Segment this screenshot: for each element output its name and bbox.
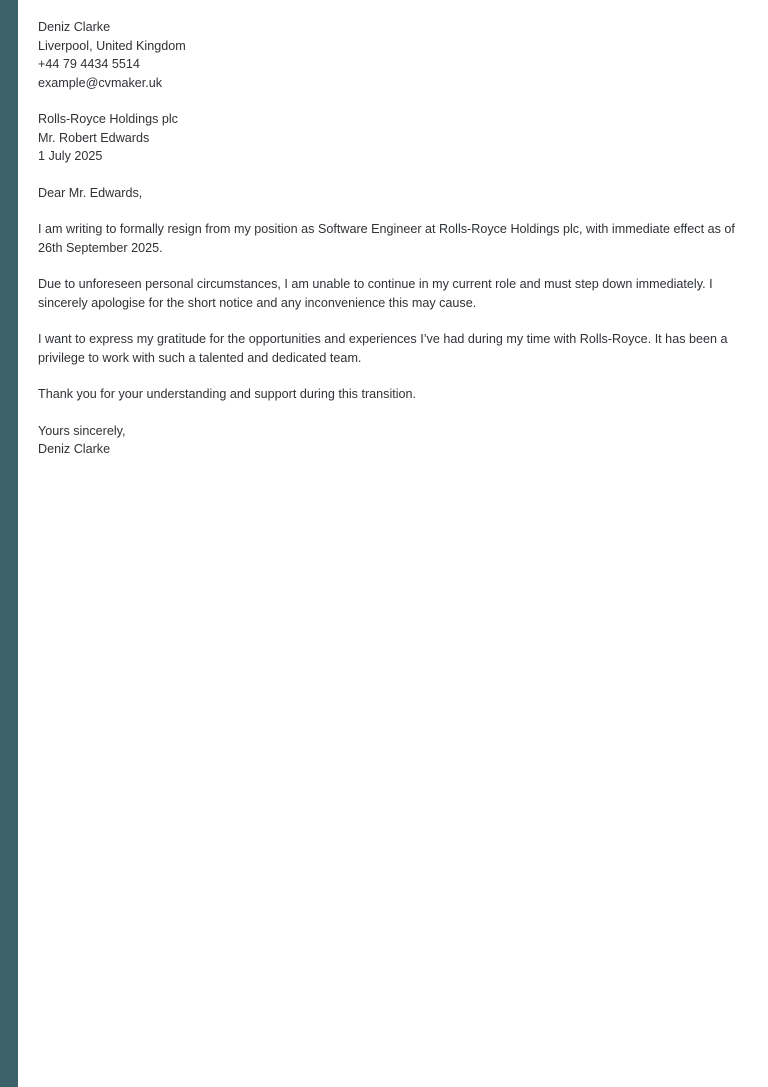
body-paragraph: I want to express my gratitude for the opportunities and experiences I’ve had during my time with Rolls-Royce. It has been a privilege to work with such a talented and dedicated team. [38,332,728,365]
body-paragraph: Thank you for your understanding and support during this transition. [38,387,417,401]
letter-date: 1 July 2025 [38,149,103,163]
sender-name: Deniz Clarke [38,20,111,34]
salutation: Dear Mr. Edwards, [38,185,143,200]
recipient-name: Mr. Robert Edwards [38,130,150,145]
signature-name: Deniz Clarke [38,442,111,456]
recipient-block [38,110,744,166]
signoff-block [38,422,744,459]
body-paragraph: I am writing to formally resign from my position as Software Engineer at Rolls-Royce Holdings plc, with immediate effect as of 26th September 2025. [38,222,735,255]
sender-block [38,18,744,92]
recipient-company: Rolls-Royce Holdings plc [38,112,178,126]
closing: Yours sincerely, [38,423,126,438]
body-paragraph: Due to unforeseen personal circumstances, I am unable to continue in my current role and must step down immediately. I sincerely apologise for the short notice and any inconvenience this may cause. [38,277,713,310]
left-accent-bar [0,0,18,1087]
letter-page [38,18,744,459]
sender-location: Liverpool, United Kingdom [38,38,186,53]
sender-email: example@cvmaker.uk [38,75,163,90]
sender-phone: +44 79 4434 5514 [38,57,140,71]
